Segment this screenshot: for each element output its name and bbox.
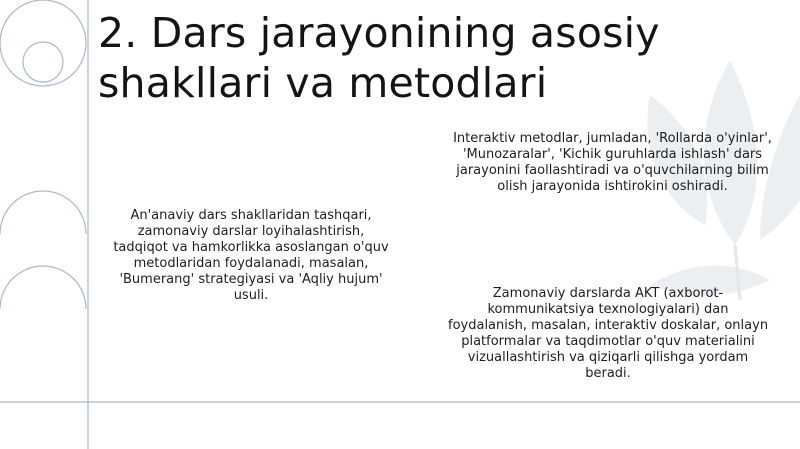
- text-line: Interaktiv metodlar, jumladan, 'Rollarda o'yinlar',: [453, 131, 772, 146]
- ornament-circle-small: [23, 42, 63, 82]
- text-line: foydalanish, masalan, interaktiv doskalar, onlayn: [448, 318, 769, 333]
- right-bottom-text-block: [448, 286, 768, 382]
- ornament-arch-lower: [0, 266, 86, 309]
- text-line: jarayonini faollashtiradi va o'quvchilarning bilim: [456, 163, 769, 178]
- slide-title: [98, 8, 758, 108]
- text-line: metodlaridan foydalanadi, masalan,: [133, 256, 369, 271]
- ornament-arch-upper: [0, 191, 86, 234]
- text-line: vizuallashtirish va qiziqarli qilishga yordam: [467, 350, 749, 365]
- text-line: tadqiqot va hamkorlikka asoslangan o'quv: [113, 240, 389, 255]
- left-text-block: [96, 208, 406, 304]
- title-line: 2. Dars jarayonining asosiy: [98, 9, 660, 57]
- text-line: kommunikatsiya texnologiyalari) dan: [487, 302, 729, 317]
- right-top-text-block: [440, 131, 785, 195]
- text-line: 'Munozaralar', 'Kichik guruhlarda ishlash' dars: [462, 147, 763, 162]
- text-line: beradi.: [585, 366, 631, 381]
- ornament-circle-large: [0, 0, 86, 86]
- text-line: olish jarayonida ishtirokini oshiradi.: [497, 179, 728, 194]
- text-line: zamonaviy darslar loyihalashtirish,: [137, 224, 365, 239]
- text-line: usuli.: [233, 288, 269, 303]
- text-line: platformalar va taqdimotlar o'quv materialini: [461, 334, 755, 349]
- text-line: 'Bumerang' strategiyasi va 'Aqliy hujum': [119, 272, 383, 287]
- title-line: shakllari va metodlari: [98, 59, 548, 107]
- text-line: Zamonaviy darslarda AKT (axborot-: [492, 286, 724, 301]
- text-line: An'anaviy dars shakllaridan tashqari,: [130, 208, 372, 223]
